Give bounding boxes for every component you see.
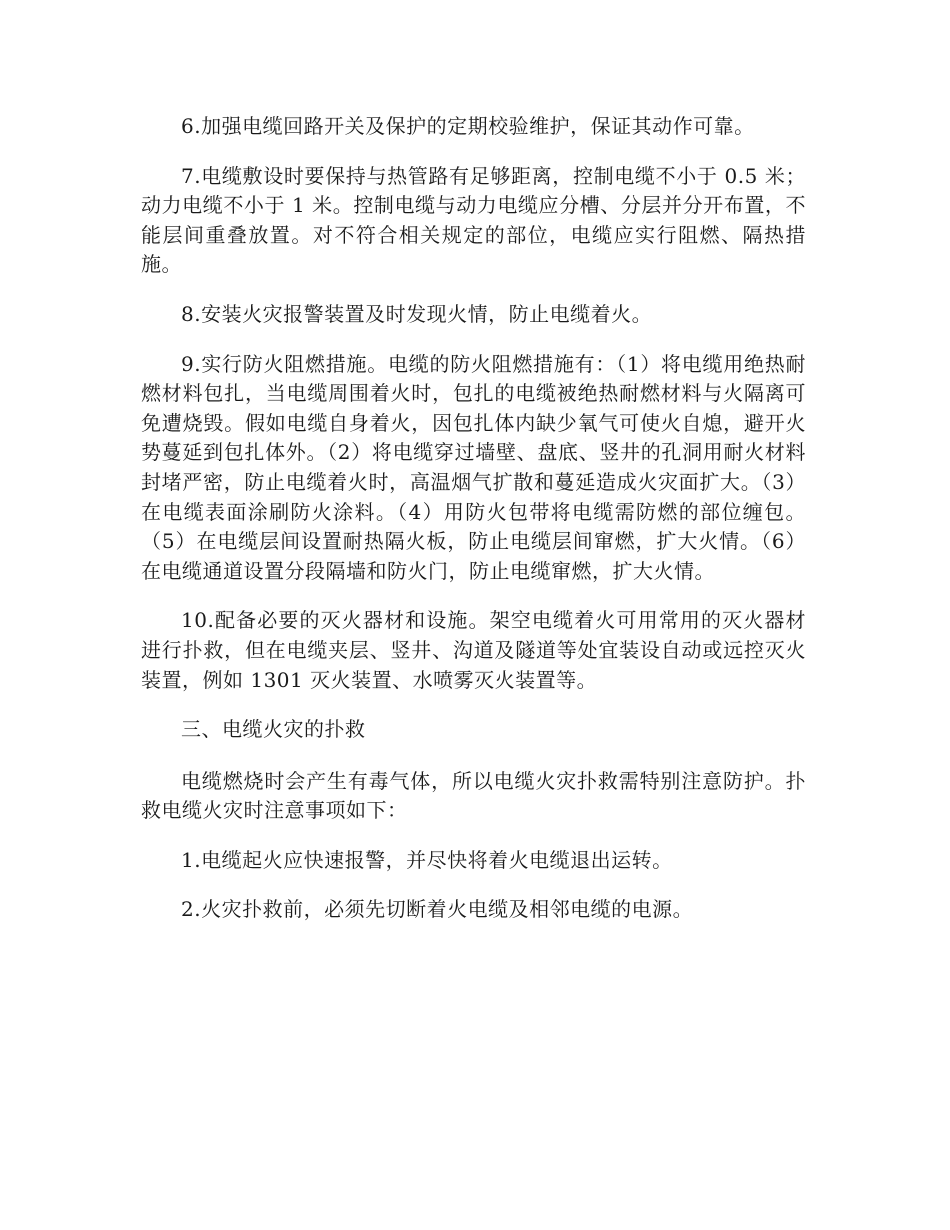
- section-intro: 电缆燃烧时会产生有毒气体，所以电缆火灾扑救需特别注意防护。扑救电缆火灾时注意事项如下：: [141, 768, 806, 823]
- paragraph-item-9: 9.实行防火阻燃措施。电缆的防火阻燃措施有：（1）将电缆用绝热耐燃材料包扎，当电缆周围着火时，包扎的电缆被绝热耐燃材料与火隔离可免遭烧毁。假如电缆自身着火，因包扎体内缺少氧气可使火自熄，避开火势蔓延到包扎体外。（2）将电缆穿过墙壁、盘底、竖井的孔洞用耐火材料封堵严密，防止电缆着火时，高温烟气扩散和蔓延造成火灾面扩大。（3）在电缆表面涂刷防火涂料。（4）用防火包带将电缆需防燃的部位缠包。（5）在电缆层间设置耐热隔火板，防止电缆层间窜燃，扩大火情。（6）在电缆通道设置分段隔墙和防火门，防止电缆窜燃，扩大火情。: [141, 351, 806, 583]
- section-heading: 三、电缆火灾的扑救: [181, 717, 366, 742]
- paragraph-item-10: 10.配备必要的灭火器材和设施。架空电缆着火可用常用的灭火器材进行扑救，但在电缆夹层、竖井、沟道及隧道等处宜装设自动或远控灭火装置，例如 1301 灭火装置、水喷雾灭火装置等。: [141, 608, 806, 692]
- paragraph-item-8: 8.安装火灾报警装置及时发现火情，防止电缆着火。: [181, 301, 653, 326]
- document-body: [141, 112, 806, 945]
- extinguish-item-2: 2.火灾扑救前，必须先切断着火电缆及相邻电缆的电源。: [181, 897, 694, 922]
- paragraph-item-6: 6.加强电缆回路开关及保护的定期校验维护，保证其动作可靠。: [181, 114, 755, 138]
- extinguish-item-1: 1.电缆起火应快速报警，并尽快将着火电缆退出运转。: [181, 847, 673, 872]
- paragraph-item-7: 7.电缆敷设时要保持与热管路有足够距离，控制电缆不小于 0.5 米；动力电缆不小于 1 米。控制电缆与动力电缆应分槽、分层并分开布置，不能层间重叠放置。对不符合相关规定的部位，电缆应实行阻燃、隔热措施。: [141, 163, 806, 277]
